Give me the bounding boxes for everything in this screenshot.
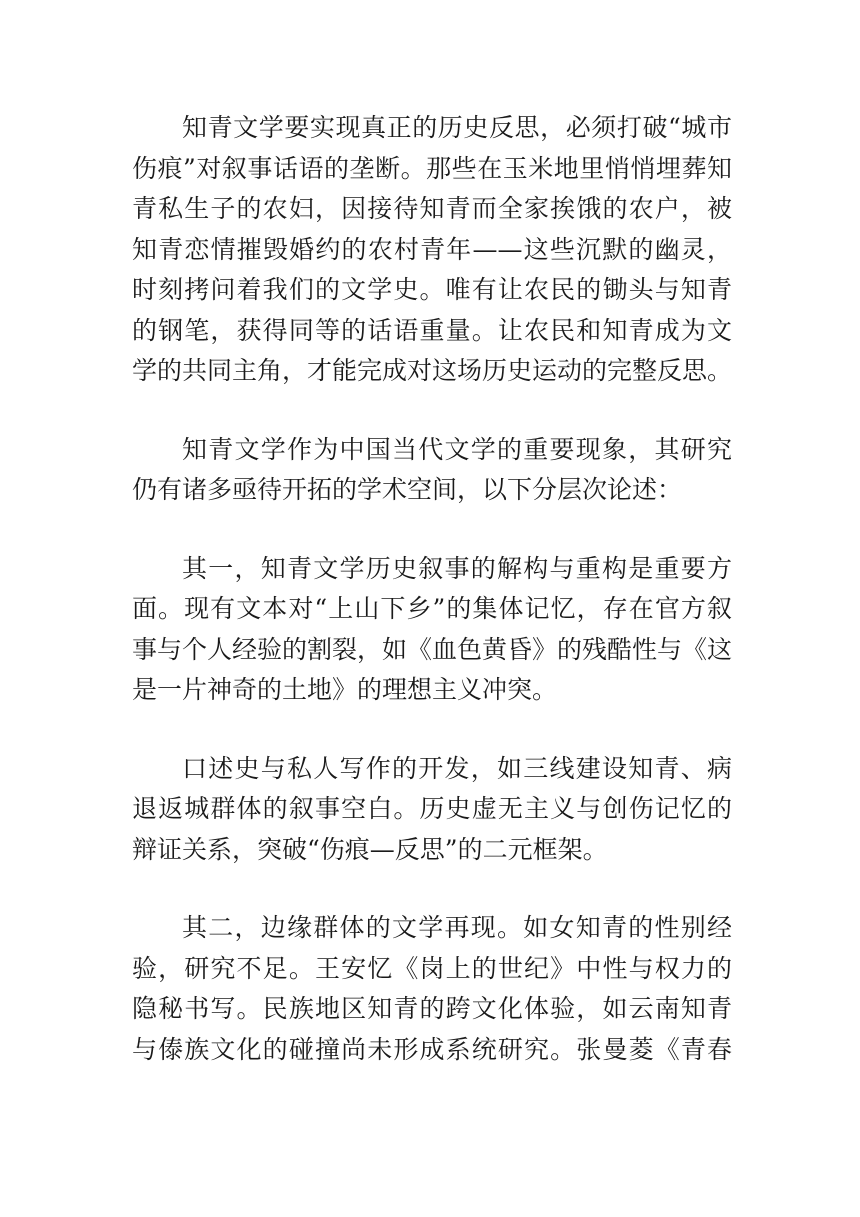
text-line: 学的共同主角，才能完成对这场历史运动的完整反思。 (132, 356, 733, 385)
paragraph (132, 749, 732, 871)
paragraph (132, 549, 732, 711)
paragraph (132, 430, 732, 511)
text-line: 辩证关系，突破“伤痕—反思”的二元框架。 (132, 834, 608, 864)
text-line: 时刻拷问着我们的文学史。唯有让农民的锄头与知青 (132, 275, 732, 304)
text-line: 伤痕”对叙事话语的垄断。那些在玉米地里悄悄埋葬知 (132, 153, 732, 183)
document-page (132, 108, 732, 1108)
text-line: 仍有诸多亟待开拓的学术空间，以下分层次论述： (132, 475, 683, 504)
text-line: 知青文学要实现真正的历史反思，必须打破“城市 (182, 113, 732, 142)
text-line: 其二，边缘群体的文学再现。如女知青的性别经 (182, 913, 732, 942)
text-line: 口述史与私人写作的开发，如三线建设知青、病 (182, 753, 732, 783)
paragraph (132, 108, 732, 392)
text-line: 面。现有文本对“上山下乡”的集体记忆，存在官方叙 (132, 594, 732, 623)
text-line: 隐秘书写。民族地区知青的跨文化体验，如云南知青 (132, 994, 732, 1023)
text-line: 的钢笔，获得同等的话语重量。让农民和知青成为文 (132, 315, 732, 345)
paragraph (132, 908, 732, 1070)
text-line: 青私生子的农妇，因接待知青而全家挨饿的农户，被 (132, 194, 732, 223)
text-line: 退返城群体的叙事空白。历史虚无主义与创伤记忆的 (132, 794, 732, 823)
text-line: 事与个人经验的割裂，如《血色黄昏》的残酷性与《这 (132, 634, 733, 664)
text-line: 是一片神奇的土地》的理想主义冲突。 (132, 675, 558, 704)
text-line: 知青恋情摧毁婚约的农村青年——这些沉默的幽灵， (132, 234, 732, 264)
text-line: 与傣族文化的碰撞尚未形成系统研究。张曼菱《青春 (132, 1034, 732, 1064)
text-line: 知青文学作为中国当代文学的重要现象，其研究 (182, 434, 732, 464)
text-line: 其一，知青文学历史叙事的解构与重构是重要方 (182, 553, 732, 583)
text-line: 验，研究不足。王安忆《岗上的世纪》中性与权力的 (132, 953, 732, 983)
